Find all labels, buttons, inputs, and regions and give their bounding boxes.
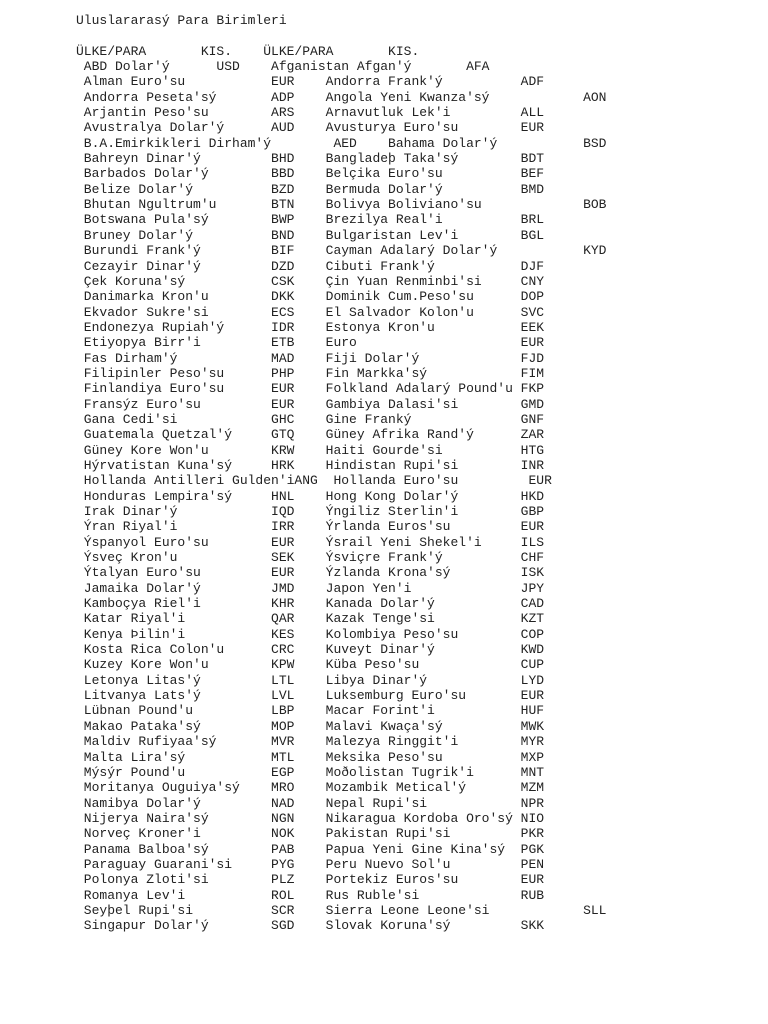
currency-row: Jamaika Dolar'ý JMD Japon Yen'i JPY — [76, 580, 545, 596]
currency-row: Moritanya Ouguiya'sý MRO Mozambik Metical'ý MZM — [76, 780, 545, 796]
currency-row: Seyþel Rupi'si SCR Sierra Leone Leone'si SLL — [76, 902, 607, 918]
currency-row: Gana Cedi'si GHC Gine Franký GNF — [76, 411, 545, 427]
currency-row: Botswana Pula'sý BWP Brezilya Real'i BRL — [76, 212, 545, 228]
currency-row: Alman Euro'su EUR Andorra Frank'ý ADF — [76, 74, 545, 90]
currency-row: Paraguay Guarani'si PYG Peru Nuevo Sol'u PEN — [76, 856, 545, 872]
currency-row: Maldiv Rufiyaa'sý MVR Malezya Ringgit'i MYR — [76, 734, 545, 750]
currency-row: Bhutan Ngultrum'u BTN Bolivya Boliviano'su BOB — [76, 197, 607, 213]
currency-row: Honduras Lempira'sý HNL Hong Kong Dolar'ý HKD — [76, 488, 545, 504]
currency-row: Güney Kore Won'u KRW Haiti Gourde'si HTG — [76, 442, 545, 458]
currency-row: Kosta Rica Colon'u CRC Kuveyt Dinar'ý KWD — [76, 642, 545, 658]
currency-row: Ýspanyol Euro'su EUR Ýsrail Yeni Shekel'i ILS — [76, 534, 545, 550]
currency-row: Endonezya Rupiah'ý IDR Estonya Kron'u EEK — [76, 319, 545, 335]
currency-row: Namibya Dolar'ý NAD Nepal Rupi'si NPR — [76, 795, 545, 811]
currency-row: Polonya Zloti'si PLZ Portekiz Euros'su EUR — [76, 872, 545, 888]
currency-row: ABD Dolar'ý USD Afganistan Afgan'ý AFA — [76, 59, 490, 75]
currency-row: Litvanya Lats'ý LVL Luksemburg Euro'su EUR — [76, 688, 545, 704]
document-title: Uluslararasý Para Birimleri — [76, 13, 287, 28]
currency-row: Katar Riyal'i QAR Kazak Tenge'si KZT — [76, 611, 545, 627]
currency-row: Ýsveç Kron'u SEK Ýsviçre Frank'ý CHF — [76, 550, 545, 566]
currency-row: Andorra Peseta'sý ADP Angola Yeni Kwanza'sý AON — [76, 89, 607, 105]
currency-row: Nijerya Naira'sý NGN Nikaragua Kordoba Oro'sý NIO — [76, 810, 545, 826]
currency-row: Romanya Lev'i ROL Rus Ruble'si RUB — [76, 887, 545, 903]
currency-row: Guatemala Quetzal'ý GTQ Güney Afrika Rand'ý ZAR — [76, 427, 545, 443]
currency-row: Etiyopya Birr'i ETB Euro EUR — [76, 335, 545, 351]
currency-row: Irak Dinar'ý IQD Ýngiliz Sterlin'i GBP — [76, 504, 545, 519]
currency-row: Burundi Frank'ý BIF Cayman Adalarý Dolar'ý KYD — [76, 243, 607, 259]
currency-row: Panama Balboa'sý PAB Papua Yeni Gine Kina'sý PGK — [76, 841, 545, 857]
currency-row: Lübnan Pound'u LBP Macar Forint'i HUF — [76, 703, 545, 719]
currency-row: Bahreyn Dinar'ý BHD Bangladeþ Taka'sý BDT — [76, 151, 545, 167]
currency-row: Singapur Dolar'ý SGD Slovak Koruna'sý SKK — [76, 918, 545, 934]
currency-row: Mýsýr Pound'u EGP Moðolistan Tugrik'i MNT — [76, 764, 545, 780]
currency-row: Ekvador Sukre'si ECS El Salvador Kolon'u SVC — [76, 304, 545, 320]
currency-row: Barbados Dolar'ý BBD Belçika Euro'su BEF — [76, 166, 545, 182]
currency-row: Bruney Dolar'ý BND Bulgaristan Lev'i BGL — [76, 227, 545, 243]
document-body — [76, 13, 607, 934]
currency-row: Fas Dirham'ý MAD Fiji Dolar'ý FJD — [76, 350, 545, 366]
currency-row: Hýrvatistan Kuna'sý HRK Hindistan Rupi'si INR — [76, 457, 545, 473]
currency-row: Çek Koruna'sý CSK Çin Yuan Renminbi'si CNY — [76, 273, 545, 289]
currency-row: Avustralya Dolar'ý AUD Avusturya Euro'su EUR — [76, 120, 545, 136]
currency-row: Hollanda Antilleri Gulden'iANG Hollanda Euro'su EUR — [76, 473, 552, 489]
currency-row: Makao Pataka'sý MOP Malavi Kwaça'sý MWK — [76, 718, 545, 734]
currency-row: Letonya Litas'ý LTL Libya Dinar'ý LYD — [76, 672, 545, 688]
currency-row: Fransýz Euro'su EUR Gambiya Dalasi'si GMD — [76, 396, 545, 412]
currency-row: Norveç Kroner'i NOK Pakistan Rupi'si PKR — [76, 826, 545, 842]
currency-row: Filipinler Peso'su PHP Fin Markka'sý FIM — [76, 365, 545, 381]
currency-row: Finlandiya Euro'su EUR Folkland Adalarý Pound'u FKP — [76, 381, 545, 397]
currency-row: Belize Dolar'ý BZD Bermuda Dolar'ý BMD — [76, 181, 545, 197]
currency-row: B.A.Emirkikleri Dirham'ý AED Bahama Dolar'ý BSD — [76, 135, 607, 151]
column-header: ÜLKE/PARA KIS. ÜLKE/PARA KIS. — [76, 43, 420, 59]
blank-line — [76, 28, 607, 43]
currency-row: Malta Lira'sý MTL Meksika Peso'su MXP — [76, 749, 545, 765]
currency-row: Arjantin Peso'su ARS Arnavutluk Lek'i ALL — [76, 105, 545, 121]
currency-row: Ýran Riyal'i IRR Ýrlanda Euros'su EUR — [76, 519, 545, 535]
currency-row: Kamboçya Riel'i KHR Kanada Dolar'ý CAD — [76, 596, 545, 612]
currency-row: Kuzey Kore Won'u KPW Küba Peso'su CUP — [76, 657, 545, 673]
currency-row: Kenya Þilin'i KES Kolombiya Peso'su COP — [76, 626, 545, 642]
currency-row: Cezayir Dinar'ý DZD Cibuti Frank'ý DJF — [76, 258, 545, 274]
currency-row: Ýtalyan Euro'su EUR Ýzlanda Krona'sý ISK — [76, 565, 545, 581]
currency-row: Danimarka Kron'u DKK Dominik Cum.Peso'su DOP — [76, 289, 545, 305]
